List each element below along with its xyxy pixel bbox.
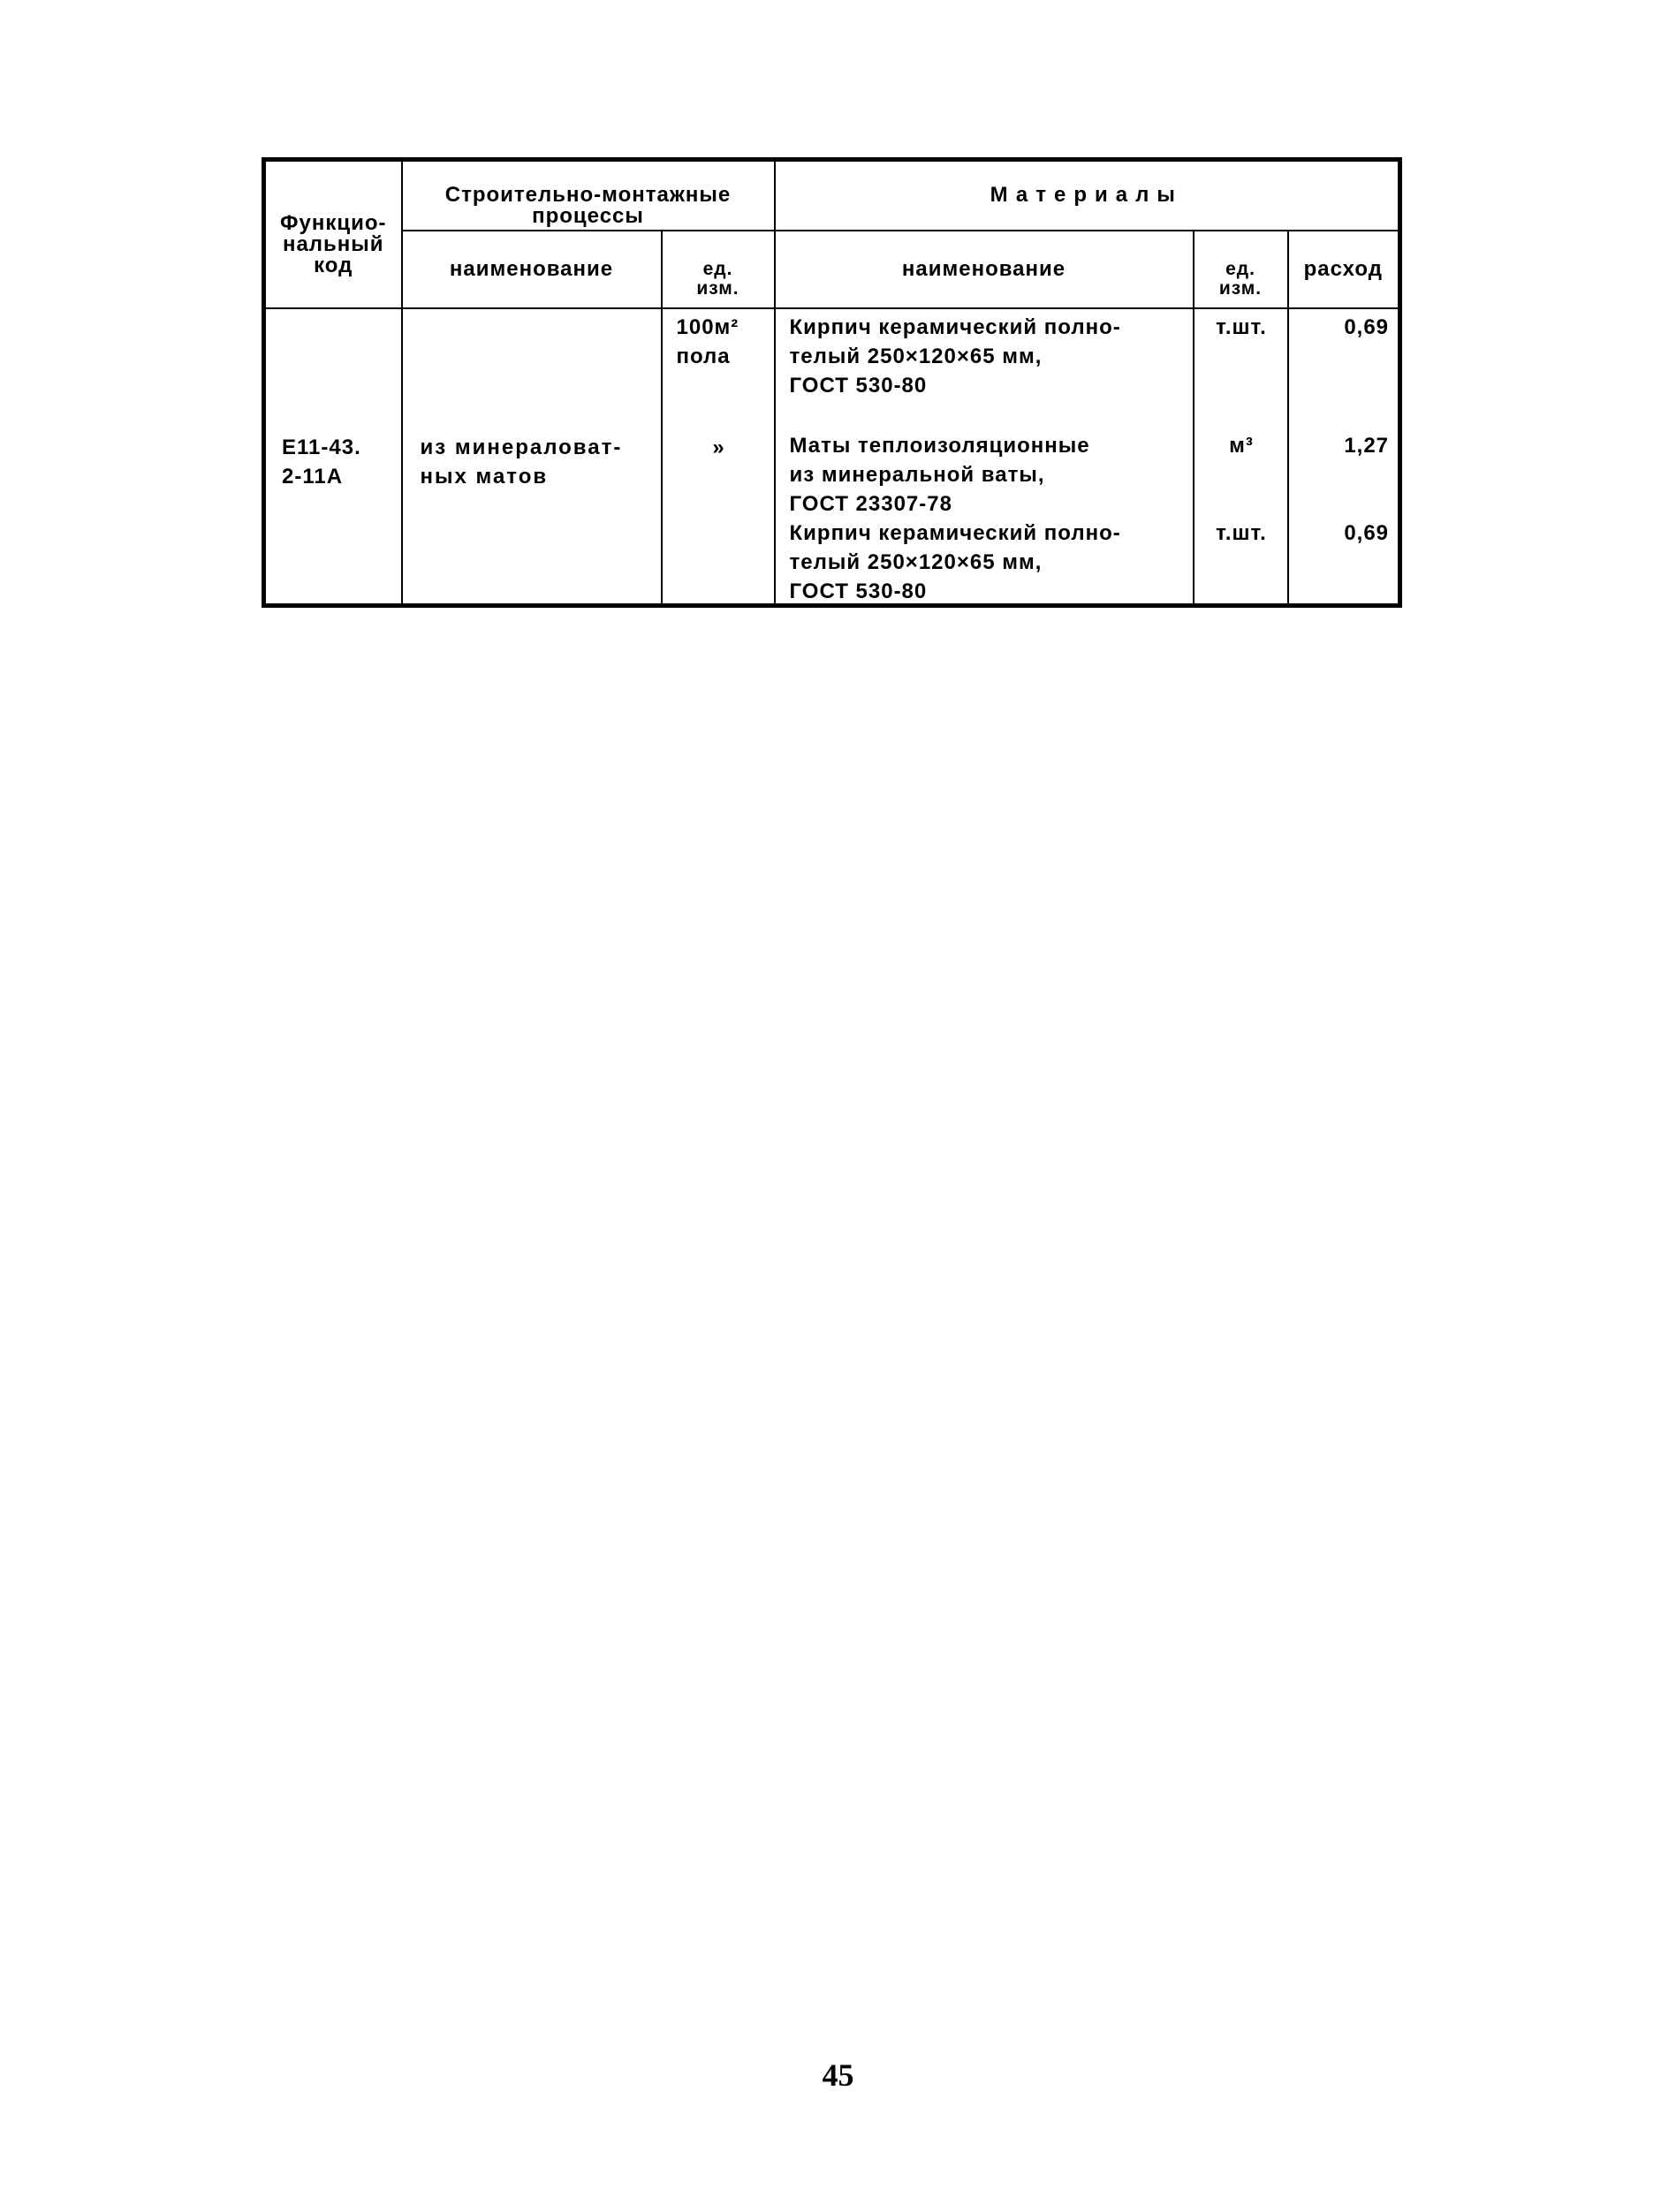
header-materials-text: Материалы <box>990 183 1183 208</box>
header-process-unit-text: ед. изм. <box>696 258 739 299</box>
process-unit-value-1: 100м² пола <box>676 314 739 368</box>
cell-material-units <box>1194 308 1288 606</box>
page-number: 45 <box>822 2057 854 2093</box>
cell-material-names <box>775 308 1194 606</box>
consumption-value-2: 1,27 <box>1344 433 1390 458</box>
cell-consumption <box>1288 308 1400 606</box>
cell-process-unit <box>662 308 775 606</box>
header-functional-code <box>264 160 402 308</box>
header-functional-code-text: Функцио- нальный код <box>280 211 387 278</box>
process-name-value: из минераловат- ных матов <box>420 435 623 489</box>
header-material-name <box>775 231 1194 308</box>
consumption-value-1: 0,69 <box>1344 314 1390 339</box>
material-name-3: Кирпич керамический полно- телый 250×120×65 мм, ГОСТ 530-80 <box>789 520 1121 603</box>
material-unit-3: т.шт. <box>1216 520 1267 545</box>
cell-functional-code <box>264 308 402 606</box>
header-material-name-text: наименование <box>901 256 1066 281</box>
header-material-unit <box>1194 231 1288 308</box>
material-name-2: Маты теплоизоляционные из минеральной ваты, ГОСТ 23307-78 <box>789 433 1090 516</box>
material-name-1: Кирпич керамический полно- телый 250×120×65 мм, ГОСТ 530-80 <box>789 314 1121 398</box>
process-unit-value-2: » <box>712 435 725 459</box>
header-material-unit-text: ед. изм. <box>1218 258 1263 299</box>
consumption-value-3: 0,69 <box>1344 520 1390 545</box>
material-unit-1: т.шт. <box>1216 314 1267 339</box>
material-unit-2: м³ <box>1229 433 1254 458</box>
header-construction-processes <box>402 160 775 231</box>
header-construction-processes-text: Строительно-монтажные процессы <box>444 183 732 229</box>
cell-process-name <box>402 308 662 606</box>
header-process-name-text: наименование <box>449 256 614 281</box>
materials-table <box>262 157 1402 608</box>
header-process-name <box>402 231 662 308</box>
header-consumption <box>1288 231 1400 308</box>
header-process-unit <box>662 231 775 308</box>
header-consumption-text: расход <box>1303 256 1383 281</box>
header-materials <box>775 160 1400 231</box>
functional-code-value: Е11-43. 2-11А <box>282 435 361 489</box>
